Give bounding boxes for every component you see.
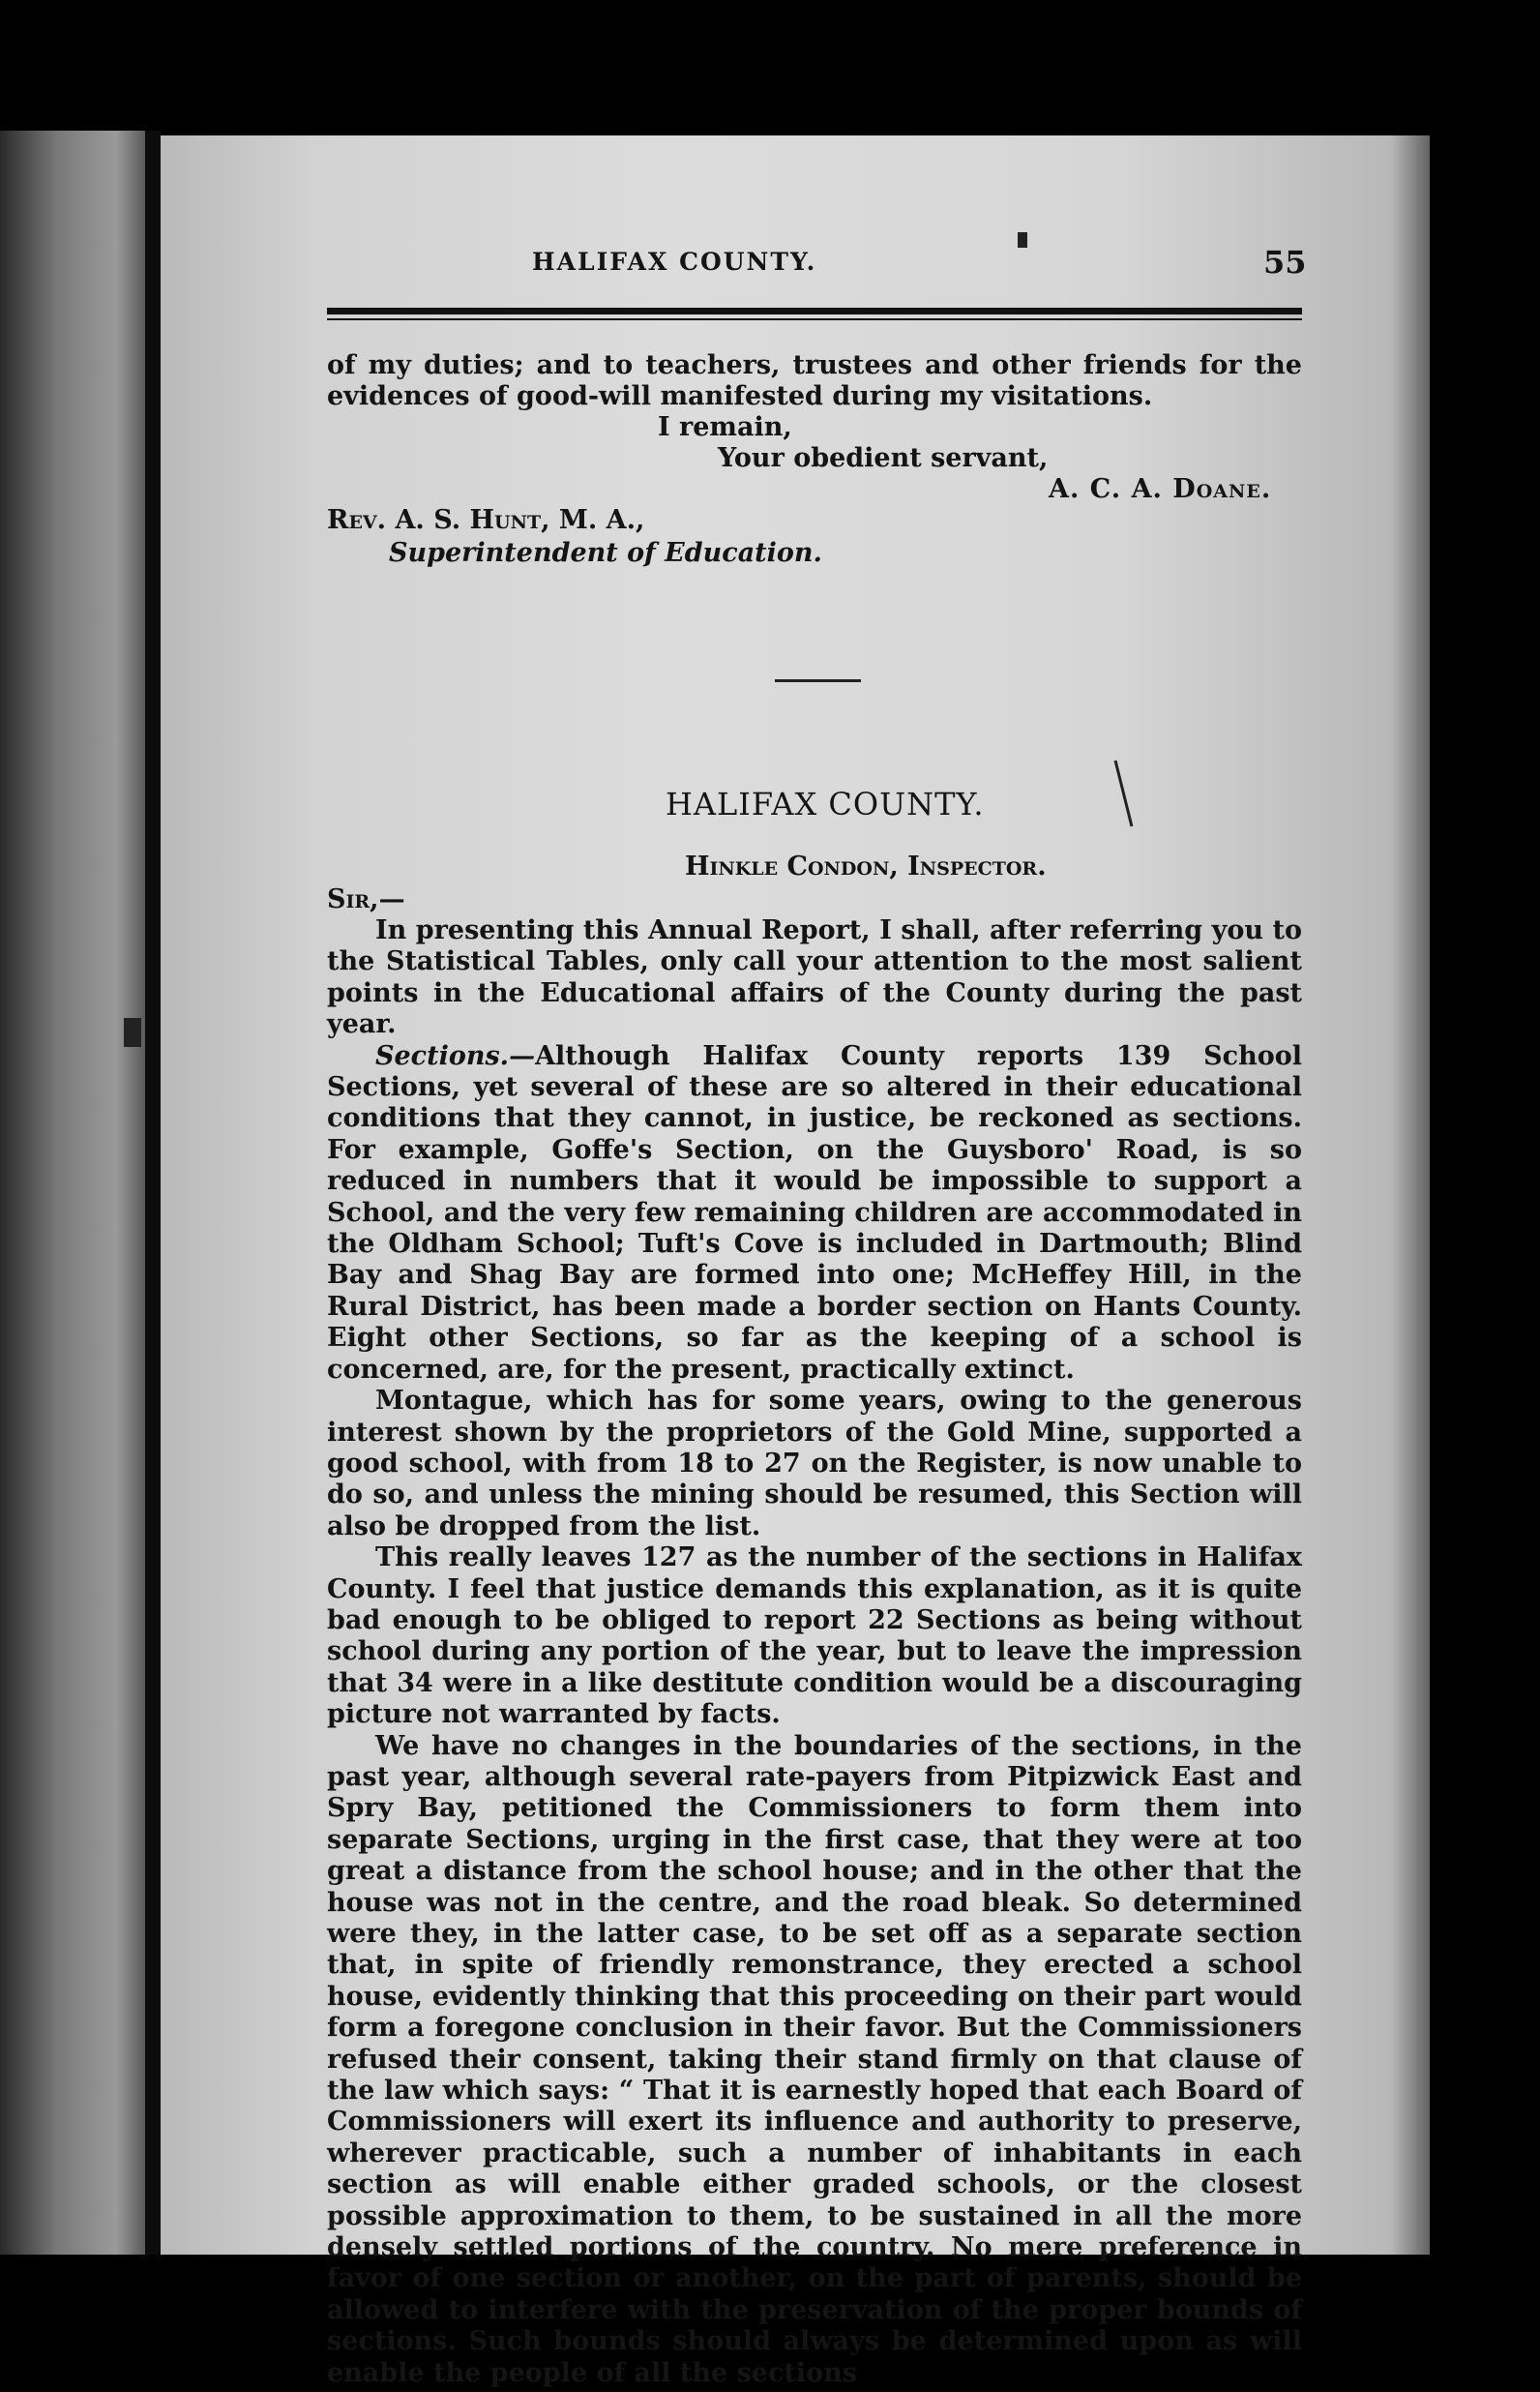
paragraph-sections [327, 1041, 1302, 1386]
paragraph-boundaries: We have no changes in the boundaries of the sections, in the past year, although several rate-payers from Pitpizwick East and Spry Bay, petitioned the Commissioners to form them into separate Sections, urging in the first case, that they were at too great a distance from the school house; and in the other that the house was not in the centre, and the road bleak. So determined were they, in the latter case, to be set off as a separate section that, in spite of friendly remonstrance, they erected a school house, evidently thinking that this proceeding on their part would form a foregone conclusion in their favor. But the Commissioners refused their consent, taking their stand firmly on that clause of the law which says: “ That it is earnestly hoped that each Board of Commissioners will exert its influence and authority to preserve, wherever practicable, such a number of inhabitants in each section as will enable either graded schools, or the closest possible approximation to them, to be sustained in all the more densely settled portions of the country. No mere preference in favor of one section or another, on the part of parents, should be allowed to interfere with the preservation of the proper bounds of sections. Such bounds should always be determined upon as will enable the people of all the sections [327, 1730, 1302, 2388]
addressee-title: Superintendent of Education. [389, 538, 822, 568]
inspector-line: Hinkle Condon, Inspector. [685, 852, 1047, 882]
ink-mark [124, 1018, 141, 1047]
closing-servant: Your obedient servant, [718, 443, 1049, 473]
sections-text: Although Halifax County reports 139 School Sections, yet several of these are so altered in their educational conditions that they cannot, in justice, be reckoned as sections. For example, Goffe's Section, on the Guysboro' Road, is so reduced in numbers that it would be impossible to support a School, and the very few remaining children are accommodated in the Oldham School; Tuft's Cove is included in Dartmouth; Blind Bay and Shag Bay are formed into one; McHeffey Hill, in the Rural District, has been made a border section on Hants County. Eight other Sections, so far as the keeping of a school is concerned, are, for the present, practically extinct. [327, 1040, 1302, 1385]
section-heading: HALIFAX COUNTY. [666, 786, 985, 822]
paragraph-intro: In presenting this Annual Report, I shall, after referring you to the Statistical Tables, only call your attention to the most salient points in the Educational affairs of the County during the past year. [327, 915, 1302, 1040]
page-number: 55 [1263, 244, 1307, 281]
sections-lead: Sections.— [375, 1040, 536, 1071]
closing-remain: I remain, [658, 412, 792, 442]
ink-mark [1018, 232, 1027, 248]
paragraph-127: This really leaves 127 as the number of the sections in Halifax County. I feel that justice demands this explanation, as it is quite bad enough to be obliged to report 22 Sections as being without school during any portion of the year, but to leave the impression that 34 were in a like destitute condition would be a discouraging picture not warranted by facts. [327, 1542, 1302, 1730]
report-body [327, 915, 1302, 2389]
signature: A. C. A. Doane. [1049, 474, 1272, 504]
header-rule-thin [327, 318, 1302, 320]
book-spine [145, 131, 161, 2255]
salutation: Sir,— [327, 884, 405, 914]
addressee: Rev. A. S. Hunt, M. A., [327, 505, 645, 535]
facing-page-edge [0, 131, 145, 2255]
section-divider [775, 679, 861, 682]
header-rule-thick [327, 308, 1302, 314]
paragraph-montague: Montague, which has for some years, owing to the generous interest shown by the proprietors of the Gold Mine, supported a good school, with from 18 to 27 on the Register, is now unable to do so, and unless the mining should be resumed, this Section will also be dropped from the list. [327, 1386, 1302, 1541]
running-head: HALIFAX COUNTY. [532, 248, 817, 276]
letter-closing-text: of my duties; and to teachers, trustees and other friends for the evidences of good-will manifested during my visitations. [327, 350, 1302, 412]
